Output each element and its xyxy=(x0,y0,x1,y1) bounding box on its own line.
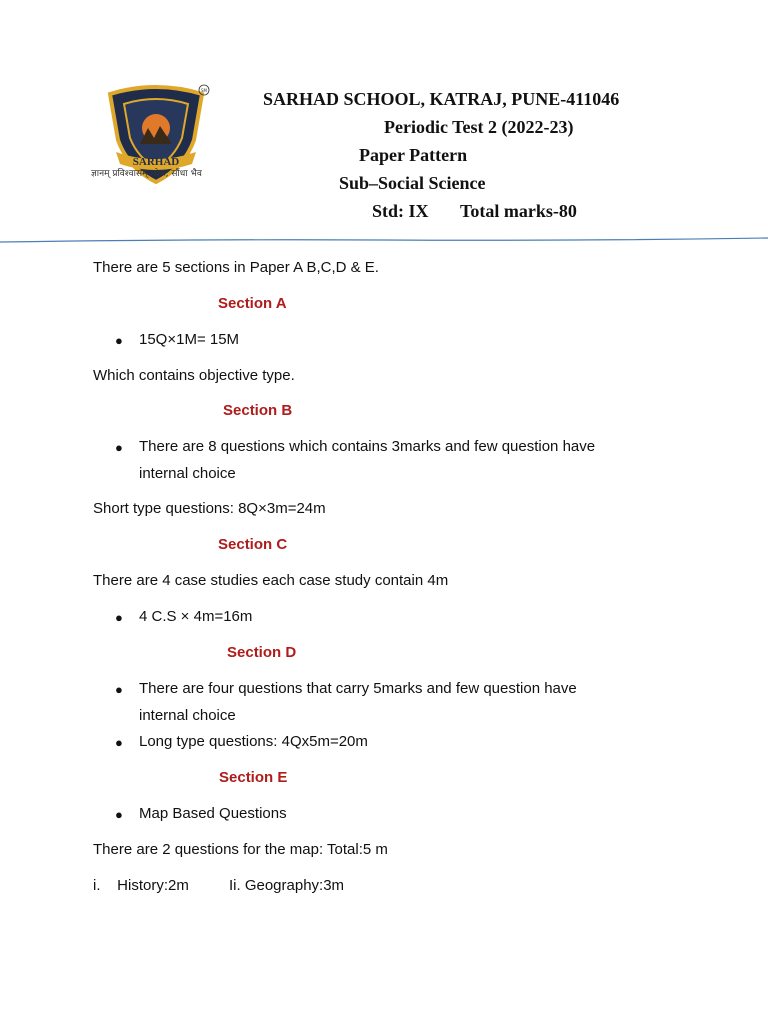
bullet-icon: ● xyxy=(115,735,123,750)
bullet-icon: ● xyxy=(115,440,123,455)
logo-sm: SM xyxy=(201,88,207,93)
section-e-bullet: Map Based Questions xyxy=(139,805,287,822)
section-e-heading: Section E xyxy=(219,769,288,786)
test-title: Periodic Test 2 (2022-23) xyxy=(384,117,574,137)
logo-text: SARHAD xyxy=(132,156,180,168)
bullet-icon: ● xyxy=(115,610,123,625)
bullet-icon: ● xyxy=(115,807,123,822)
school-motto: ज्ञानम् प्रविश्वासम् लोक, सौंधा भैव xyxy=(91,169,202,179)
section-b-note: Short type questions: 8Q×3m=24m xyxy=(93,500,326,517)
section-d-bullet1-line2: internal choice xyxy=(139,707,236,724)
section-c-heading: Section C xyxy=(218,536,288,553)
map-item-history: i. History:2m xyxy=(93,877,189,894)
section-a-heading: Section A xyxy=(218,295,287,312)
section-a-note: Which contains objective type. xyxy=(93,367,295,384)
subject-title: Sub–Social Science xyxy=(339,173,486,193)
section-b-heading: Section B xyxy=(223,402,293,419)
section-e-note: There are 2 questions for the map: Total:5 m xyxy=(93,841,388,858)
total-marks-label: Total marks-80 xyxy=(460,201,577,221)
bullet-icon: ● xyxy=(115,333,123,348)
section-d-bullet2: Long type questions: 4Qx5m=20m xyxy=(139,733,368,750)
map-item-geography: Ii. Geography:3m xyxy=(229,877,345,894)
section-a-bullet: 15Q×1M= 15M xyxy=(139,331,240,348)
section-d-bullet1-line1: There are four questions that carry 5marks and few question have xyxy=(139,680,577,697)
section-b-bullet-line2: internal choice xyxy=(139,465,236,482)
section-c-note: There are 4 case studies each case study contain 4m xyxy=(93,572,449,589)
header-divider xyxy=(0,236,768,246)
std-label: Std: IX xyxy=(372,201,429,221)
section-c-bullet: 4 C.S × 4m=16m xyxy=(139,608,253,625)
paper-pattern-title: Paper Pattern xyxy=(359,145,468,165)
intro-text: There are 5 sections in Paper A B,C,D & E. xyxy=(93,259,379,276)
section-d-heading: Section D xyxy=(227,644,297,661)
school-name: SARHAD SCHOOL, KATRAJ, PUNE-411046 xyxy=(263,89,620,109)
bullet-icon: ● xyxy=(115,682,123,697)
section-b-bullet-line1: There are 8 questions which contains 3marks and few question have xyxy=(139,438,596,455)
